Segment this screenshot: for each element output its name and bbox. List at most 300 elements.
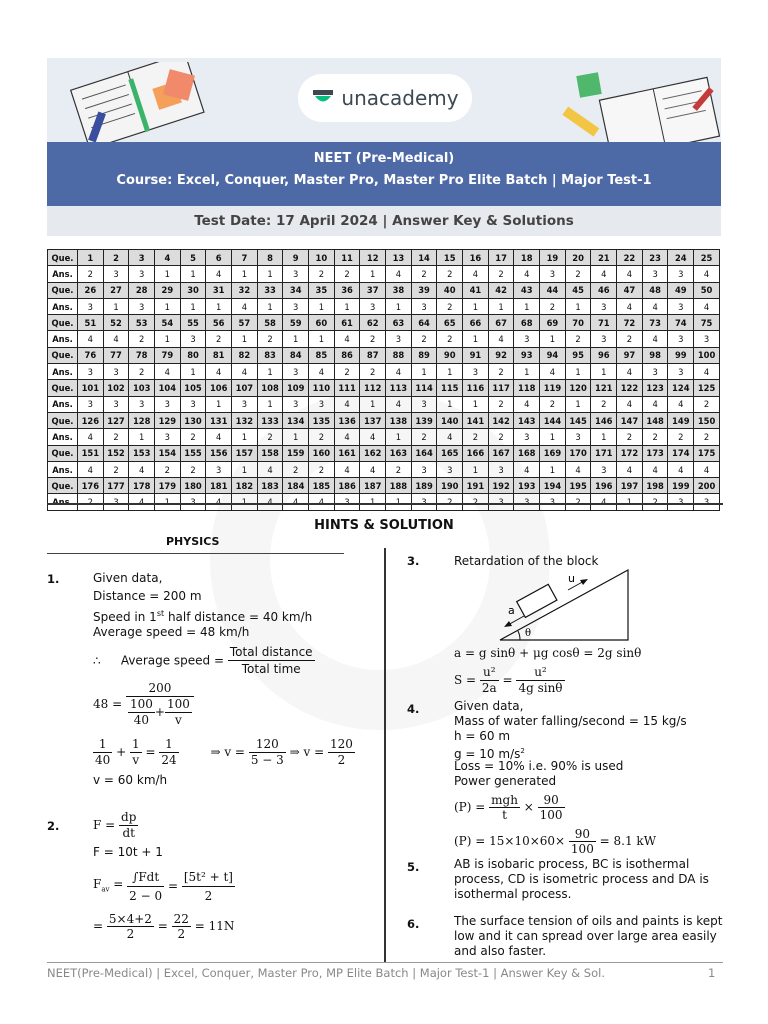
question-cell: 124 [668, 380, 694, 396]
answer-cell: 2 [360, 331, 386, 347]
question-cell: 73 [642, 315, 668, 331]
answer-cell: 2 [642, 429, 668, 445]
question-number: 4. [407, 702, 420, 716]
question-cell: 115 [437, 380, 463, 396]
answer-cell: 4 [591, 266, 617, 282]
answer-cell: 3 [78, 298, 104, 314]
question-cell: 97 [617, 347, 643, 363]
answer-key-table [47, 249, 720, 511]
question-cell: 107 [232, 380, 258, 396]
answer-cell: 4 [565, 461, 591, 477]
answer-cell: 1 [463, 298, 489, 314]
answer-cell: 2 [694, 429, 720, 445]
row-label: Ans. [48, 331, 78, 347]
answer-cell: 3 [642, 266, 668, 282]
question-cell: 187 [360, 478, 386, 494]
question-cell: 99 [668, 347, 694, 363]
answer-cell: 4 [617, 298, 643, 314]
answer-cell: 2 [668, 429, 694, 445]
answer-key-answer-row [48, 331, 720, 347]
question-cell: 171 [591, 445, 617, 461]
answer-cell: 2 [180, 429, 206, 445]
question-cell: 118 [514, 380, 540, 396]
question-cell: 34 [283, 282, 309, 298]
answer-cell: 3 [103, 266, 129, 282]
answer-cell: 3 [642, 364, 668, 380]
answer-cell: 1 [257, 298, 283, 314]
answer-cell: 2 [309, 429, 335, 445]
question-cell: 131 [206, 412, 232, 428]
answer-cell: 4 [309, 364, 335, 380]
question-cell: 173 [642, 445, 668, 461]
question-cell: 16 [463, 250, 489, 266]
question-cell: 125 [694, 380, 720, 396]
answer-cell: 2 [488, 266, 514, 282]
answer-cell: 4 [514, 266, 540, 282]
question-cell: 30 [180, 282, 206, 298]
q5-line: AB is isobaric process, BC is isothermal [454, 857, 690, 871]
answer-cell: 1 [463, 461, 489, 477]
answer-cell: 3 [668, 364, 694, 380]
question-cell: 198 [642, 478, 668, 494]
q4-line: Loss = 10% i.e. 90% is used [454, 759, 624, 773]
question-cell: 76 [78, 347, 104, 363]
answer-cell: 3 [514, 429, 540, 445]
question-cell: 109 [283, 380, 309, 396]
question-cell: 18 [514, 250, 540, 266]
q4-line: Given data, [454, 699, 524, 713]
question-cell: 192 [488, 478, 514, 494]
question-number: 6. [407, 917, 420, 931]
question-cell: 135 [309, 412, 335, 428]
question-cell: 56 [206, 315, 232, 331]
answer-cell: 2 [565, 331, 591, 347]
question-cell: 146 [591, 412, 617, 428]
q2-average-force: $F_{av}$ = $\frac{\text{∫Fdt}}{2 - 0}$ = $\frac{\text{[5t² + t]}}{2}$ [93, 870, 233, 903]
row-label: Que. [48, 380, 78, 396]
answer-cell: 3 [514, 331, 540, 347]
q2-force-formula: F = $\frac{dp}{dt}$ [93, 810, 137, 840]
answer-cell: 3 [437, 461, 463, 477]
question-cell: 31 [206, 282, 232, 298]
answer-cell: 2 [283, 461, 309, 477]
question-cell: 153 [129, 445, 155, 461]
answer-cell: 2 [565, 266, 591, 282]
question-cell: 13 [386, 250, 412, 266]
question-cell: 170 [565, 445, 591, 461]
answer-cell: 1 [309, 331, 335, 347]
question-cell: 101 [78, 380, 104, 396]
answer-cell: 4 [668, 461, 694, 477]
answer-cell: 4 [642, 461, 668, 477]
answer-cell: 4 [206, 266, 232, 282]
answer-cell: 4 [514, 461, 540, 477]
answer-cell: 4 [334, 331, 360, 347]
question-cell: 178 [129, 478, 155, 494]
answer-key-question-row [48, 380, 720, 396]
question-cell: 158 [257, 445, 283, 461]
answer-cell: 3 [180, 396, 206, 412]
answer-cell: 4 [437, 429, 463, 445]
question-cell: 88 [386, 347, 412, 363]
question-cell: 63 [386, 315, 412, 331]
answer-cell: 2 [540, 298, 566, 314]
answer-cell: 4 [129, 461, 155, 477]
question-cell: 45 [565, 282, 591, 298]
answer-cell: 1 [591, 429, 617, 445]
incline-block-diagram [494, 566, 634, 644]
question-cell: 46 [591, 282, 617, 298]
row-label: Ans. [48, 298, 78, 314]
question-cell: 193 [514, 478, 540, 494]
answer-cell: 2 [411, 266, 437, 282]
question-cell: 70 [565, 315, 591, 331]
course-banner [47, 142, 721, 206]
answer-cell: 3 [488, 461, 514, 477]
answer-cell: 2 [617, 331, 643, 347]
answer-cell: 2 [694, 396, 720, 412]
question-cell: 71 [591, 315, 617, 331]
row-label: Ans. [48, 461, 78, 477]
question-cell: 92 [488, 347, 514, 363]
answer-key-answer-row [48, 396, 720, 412]
question-cell: 186 [334, 478, 360, 494]
answer-key-question-row [48, 412, 720, 428]
answer-cell: 3 [283, 298, 309, 314]
answer-cell: 2 [257, 331, 283, 347]
answer-cell: 1 [334, 298, 360, 314]
answer-cell: 3 [155, 396, 181, 412]
question-cell: 90 [437, 347, 463, 363]
row-label: Ans. [48, 396, 78, 412]
answer-cell: 4 [617, 364, 643, 380]
answer-cell: 3 [463, 364, 489, 380]
answer-cell: 4 [257, 461, 283, 477]
question-cell: 183 [257, 478, 283, 494]
answer-cell: 1 [206, 396, 232, 412]
question-cell: 137 [360, 412, 386, 428]
row-label: Ans. [48, 429, 78, 445]
question-cell: 74 [668, 315, 694, 331]
question-cell: 23 [642, 250, 668, 266]
question-cell: 161 [334, 445, 360, 461]
question-cell: 127 [103, 412, 129, 428]
answer-cell: 1 [232, 429, 258, 445]
question-cell: 102 [103, 380, 129, 396]
answer-cell: 4 [334, 429, 360, 445]
question-cell: 130 [180, 412, 206, 428]
answer-cell: 3 [283, 364, 309, 380]
question-cell: 145 [565, 412, 591, 428]
svg-text:θ: θ [525, 628, 532, 639]
question-cell: 151 [78, 445, 104, 461]
question-cell: 103 [129, 380, 155, 396]
answer-cell: 2 [78, 266, 104, 282]
answer-cell: 4 [232, 298, 258, 314]
q1-line: Average speed = 48 km/h [93, 625, 250, 639]
answer-cell: 2 [488, 364, 514, 380]
question-cell: 49 [668, 282, 694, 298]
question-cell: 36 [334, 282, 360, 298]
answer-cell: 4 [540, 364, 566, 380]
sticky-note-icon [160, 66, 200, 106]
question-cell: 150 [694, 412, 720, 428]
question-cell: 165 [437, 445, 463, 461]
answer-cell: 3 [129, 266, 155, 282]
answer-cell: 3 [129, 396, 155, 412]
row-label: Que. [48, 412, 78, 428]
question-cell: 176 [78, 478, 104, 494]
answer-cell: 4 [386, 396, 412, 412]
subject-heading: PHYSICS [166, 535, 220, 548]
answer-cell: 1 [565, 364, 591, 380]
answer-cell: 2 [617, 429, 643, 445]
question-cell: 117 [488, 380, 514, 396]
course-title: Course: Excel, Conquer, Master Pro, Master Pro Elite Batch | Major Test-1 [116, 173, 652, 188]
question-cell: 17 [488, 250, 514, 266]
answer-cell: 1 [386, 429, 412, 445]
question-cell: 35 [309, 282, 335, 298]
question-cell: 195 [565, 478, 591, 494]
footer-divider [47, 962, 723, 963]
answer-cell: 3 [283, 396, 309, 412]
answer-cell: 1 [488, 298, 514, 314]
answer-cell: 1 [360, 396, 386, 412]
answer-cell: 3 [78, 396, 104, 412]
question-cell: 40 [437, 282, 463, 298]
answer-cell: 4 [78, 461, 104, 477]
answer-cell: 3 [668, 298, 694, 314]
answer-cell: 3 [129, 298, 155, 314]
question-cell: 87 [360, 347, 386, 363]
question-cell: 2 [103, 250, 129, 266]
answer-key-question-row [48, 250, 720, 266]
question-cell: 44 [540, 282, 566, 298]
question-cell: 163 [386, 445, 412, 461]
question-cell: 38 [386, 282, 412, 298]
answer-cell: 3 [694, 331, 720, 347]
answer-cell: 3 [411, 298, 437, 314]
answer-cell: 1 [565, 396, 591, 412]
question-cell: 172 [617, 445, 643, 461]
answer-cell: 4 [694, 461, 720, 477]
answer-cell: 2 [386, 461, 412, 477]
answer-cell: 2 [540, 396, 566, 412]
answer-cell: 4 [694, 266, 720, 282]
question-cell: 78 [129, 347, 155, 363]
question-cell: 22 [617, 250, 643, 266]
question-cell: 174 [668, 445, 694, 461]
answer-key-question-row [48, 478, 720, 494]
answer-cell: 1 [180, 364, 206, 380]
question-number: 2. [47, 819, 60, 833]
answer-cell: 4 [334, 461, 360, 477]
answer-cell: 3 [565, 429, 591, 445]
question-cell: 33 [257, 282, 283, 298]
question-cell: 89 [411, 347, 437, 363]
answer-key-answer-row [48, 461, 720, 477]
answer-cell: 1 [155, 331, 181, 347]
question-cell: 166 [463, 445, 489, 461]
question-cell: 9 [283, 250, 309, 266]
question-cell: 4 [155, 250, 181, 266]
question-cell: 159 [283, 445, 309, 461]
answer-cell: 2 [180, 461, 206, 477]
question-cell: 190 [437, 478, 463, 494]
answer-key-answer-row [48, 298, 720, 314]
answer-cell: 4 [360, 429, 386, 445]
brand-name: unacademy [341, 86, 459, 110]
question-cell: 8 [257, 250, 283, 266]
answer-cell: 4 [488, 331, 514, 347]
answer-cell: 3 [591, 331, 617, 347]
q3-text: Retardation of the block [454, 554, 599, 568]
question-cell: 43 [514, 282, 540, 298]
question-cell: 148 [642, 412, 668, 428]
answer-cell: 2 [488, 396, 514, 412]
q4-line: Mass of water falling/second = 15 kg/s [454, 714, 687, 728]
question-cell: 169 [540, 445, 566, 461]
question-cell: 7 [232, 250, 258, 266]
question-cell: 80 [180, 347, 206, 363]
answer-cell: 2 [334, 364, 360, 380]
svg-text:a: a [508, 604, 515, 617]
q1-result: v = 60 km/h [93, 773, 168, 787]
question-cell: 157 [232, 445, 258, 461]
answer-cell: 3 [309, 396, 335, 412]
answer-cell: 4 [617, 396, 643, 412]
answer-cell: 2 [206, 331, 232, 347]
question-cell: 50 [694, 282, 720, 298]
answer-cell: 3 [411, 396, 437, 412]
page-number: 1 [708, 966, 716, 980]
question-cell: 21 [591, 250, 617, 266]
question-cell: 144 [540, 412, 566, 428]
answer-cell: 4 [642, 298, 668, 314]
subject-underline [47, 553, 344, 554]
question-cell: 66 [463, 315, 489, 331]
row-label: Que. [48, 315, 78, 331]
test-date: Test Date: 17 April 2024 | Answer Key & Solutions [47, 206, 721, 236]
question-cell: 6 [206, 250, 232, 266]
answer-cell: 1 [283, 331, 309, 347]
question-cell: 156 [206, 445, 232, 461]
question-cell: 10 [309, 250, 335, 266]
answer-cell: 2 [437, 266, 463, 282]
question-cell: 164 [411, 445, 437, 461]
answer-cell: 2 [411, 331, 437, 347]
answer-cell: 1 [386, 298, 412, 314]
question-cell: 39 [411, 282, 437, 298]
row-label: Que. [48, 282, 78, 298]
answer-cell: 1 [129, 429, 155, 445]
question-cell: 14 [411, 250, 437, 266]
question-cell: 138 [386, 412, 412, 428]
brand-logo [298, 74, 472, 122]
question-cell: 53 [129, 315, 155, 331]
question-cell: 139 [411, 412, 437, 428]
question-cell: 12 [360, 250, 386, 266]
q1-equation-reciprocal: $\frac{1}{40}$ + $\frac{1}{v}$ = $\frac{1}{24}$ ⇒ v = $\frac{120}{5 - 3}$ ⇒ v = $\frac{120}{2}$ [95, 737, 353, 767]
answer-cell: 2 [309, 461, 335, 477]
answer-cell: 4 [617, 461, 643, 477]
answer-key-question-row [48, 315, 720, 331]
question-cell: 11 [334, 250, 360, 266]
q2-force-expression: F = 10t + 1 [93, 845, 163, 859]
q6-line: low and it can spread over large area easily [454, 929, 717, 943]
question-cell: 168 [514, 445, 540, 461]
q1-line: Given data, [93, 571, 163, 585]
question-cell: 111 [334, 380, 360, 396]
answer-cell: 3 [386, 331, 412, 347]
question-cell: 189 [411, 478, 437, 494]
question-cell: 110 [309, 380, 335, 396]
answer-key-answer-row [48, 266, 720, 282]
question-cell: 27 [103, 282, 129, 298]
question-cell: 113 [386, 380, 412, 396]
question-cell: 25 [694, 250, 720, 266]
answer-cell: 4 [386, 266, 412, 282]
question-cell: 96 [591, 347, 617, 363]
answer-cell: 1 [514, 298, 540, 314]
hints-title: HINTS & SOLUTION [314, 518, 454, 533]
answer-cell: 1 [232, 266, 258, 282]
question-cell: 160 [309, 445, 335, 461]
question-cell: 67 [488, 315, 514, 331]
question-cell: 69 [540, 315, 566, 331]
q1-line: Distance = 200 m [93, 589, 202, 603]
question-number: 3. [407, 554, 420, 568]
answer-cell: 2 [591, 396, 617, 412]
answer-cell: 1 [206, 298, 232, 314]
answer-cell: 1 [257, 266, 283, 282]
question-cell: 93 [514, 347, 540, 363]
question-cell: 133 [257, 412, 283, 428]
answer-cell: 1 [540, 331, 566, 347]
answer-cell: 4 [78, 331, 104, 347]
q2-result: = $\frac{5\times 4+2}{2}$ = $\frac{22}{2}$ = 11N [93, 912, 235, 941]
answer-cell: 4 [334, 396, 360, 412]
answer-cell: 2 [257, 429, 283, 445]
answer-cell: 1 [463, 331, 489, 347]
q4-line: g = 10 $m/s^2$ [454, 747, 525, 761]
question-cell: 194 [540, 478, 566, 494]
question-cell: 82 [232, 347, 258, 363]
answer-cell: 2 [360, 364, 386, 380]
question-cell: 51 [78, 315, 104, 331]
question-cell: 197 [617, 478, 643, 494]
q1-average-speed-formula: ∴ Average speed = $\frac{\text{Total distance}}{\text{Total time}}$ [93, 645, 313, 676]
question-cell: 188 [386, 478, 412, 494]
question-cell: 60 [309, 315, 335, 331]
question-cell: 132 [232, 412, 258, 428]
answer-cell: 1 [309, 298, 335, 314]
question-cell: 48 [642, 282, 668, 298]
question-cell: 94 [540, 347, 566, 363]
answer-cell: 3 [360, 298, 386, 314]
answer-cell: 4 [514, 396, 540, 412]
question-number: 5. [407, 860, 420, 874]
answer-cell: 4 [668, 396, 694, 412]
question-cell: 84 [283, 347, 309, 363]
question-cell: 98 [642, 347, 668, 363]
answer-cell: 4 [360, 461, 386, 477]
question-cell: 185 [309, 478, 335, 494]
answer-cell: 4 [78, 429, 104, 445]
question-cell: 77 [103, 347, 129, 363]
question-cell: 177 [103, 478, 129, 494]
q6-line: and also faster. [454, 944, 547, 958]
